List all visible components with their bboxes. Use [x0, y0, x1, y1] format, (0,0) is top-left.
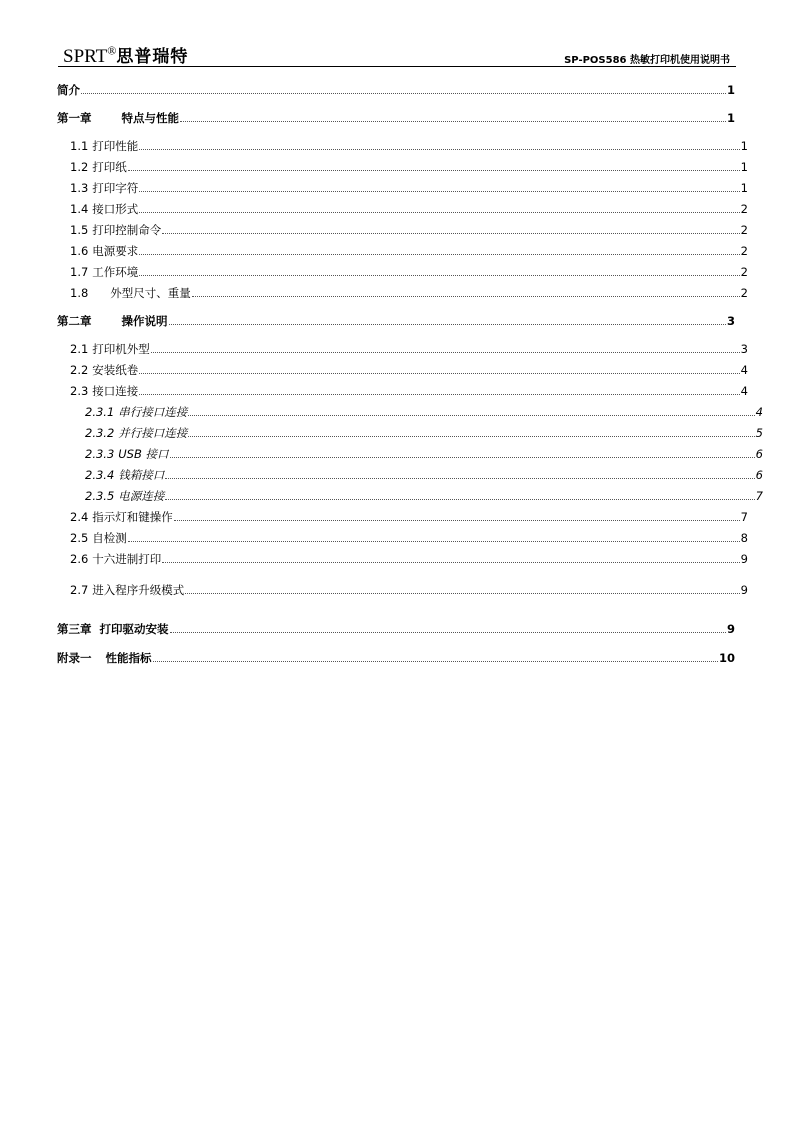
- toc-leader: [188, 436, 754, 437]
- toc-number: 2.7: [70, 583, 89, 597]
- toc-number: 2.3.1: [85, 405, 115, 419]
- toc-leader: [139, 254, 739, 255]
- toc-title: 打印字符: [92, 181, 139, 195]
- toc-leader: [170, 632, 726, 633]
- toc-leader: [139, 394, 739, 395]
- toc-title: 特点与性能: [121, 111, 179, 125]
- toc-leader: [165, 499, 754, 500]
- toc-title: 并行接口连接: [118, 426, 188, 440]
- toc-page: 10: [718, 651, 735, 665]
- toc-entry-1-3[interactable]: [57, 179, 748, 195]
- toc-page: 4: [755, 405, 763, 419]
- toc-entry-chapter-3[interactable]: [57, 620, 735, 636]
- toc-number: 2.4: [70, 510, 89, 524]
- toc-number: 附录一: [57, 651, 92, 665]
- toc-number: 1.3: [70, 181, 89, 195]
- toc-leader: [180, 121, 726, 122]
- toc-number: 2.3.5: [85, 489, 115, 503]
- toc-title: 打印纸: [92, 160, 127, 174]
- toc-entry-1-7[interactable]: [57, 263, 748, 279]
- toc-title: 自检测: [92, 531, 127, 545]
- brand-chinese: 思普瑞特: [116, 47, 189, 67]
- toc-entry-2-3-5[interactable]: [57, 487, 763, 503]
- toc-entry-2-3-2[interactable]: [57, 424, 763, 440]
- toc-title: 外型尺寸、重量: [110, 286, 191, 300]
- toc-page: 9: [740, 552, 748, 566]
- toc-entry-2-3-4[interactable]: [57, 466, 763, 482]
- toc-title: 工作环境: [92, 265, 139, 279]
- toc-title: 性能指标: [105, 651, 152, 665]
- toc-leader: [192, 296, 740, 297]
- toc-leader: [188, 415, 754, 416]
- toc-leader: [81, 93, 726, 94]
- toc-page: 6: [755, 468, 763, 482]
- toc-number: 1.5: [70, 223, 89, 237]
- toc-leader: [170, 457, 755, 458]
- toc-title: 进入程序升级模式: [92, 583, 185, 597]
- toc-number: 第三章: [57, 622, 92, 636]
- toc-number: 2.6: [70, 552, 89, 566]
- brand-logo: [63, 42, 188, 68]
- document-title: SP-POS586 热敏打印机使用说明书: [564, 55, 730, 66]
- toc-title: 操作说明: [121, 314, 168, 328]
- toc-title: 打印性能: [92, 139, 139, 153]
- toc-page: 6: [755, 447, 763, 461]
- toc-page: 4: [740, 363, 748, 377]
- toc-number: 2.3.2: [85, 426, 115, 440]
- toc-entry-2-5[interactable]: [57, 529, 748, 545]
- toc-leader: [174, 520, 740, 521]
- toc-title: 十六进制打印: [92, 552, 162, 566]
- toc-leader: [153, 661, 718, 662]
- toc-page: 2: [740, 223, 748, 237]
- toc-number: 1.2: [70, 160, 89, 174]
- brand-reg-mark: ®: [107, 43, 117, 58]
- toc-number: 1.4: [70, 202, 89, 216]
- toc-page: 4: [740, 384, 748, 398]
- toc-title: USB 接口: [118, 447, 169, 461]
- page-header: [58, 40, 736, 67]
- toc-page: 2: [740, 265, 748, 279]
- toc-page: 1: [740, 160, 748, 174]
- toc-title: 安装纸卷: [92, 363, 139, 377]
- toc-leader: [139, 275, 739, 276]
- toc-entry-1-5[interactable]: [57, 221, 748, 237]
- toc-leader: [139, 191, 739, 192]
- toc-page: 9: [726, 622, 735, 636]
- toc-title: 接口形式: [92, 202, 139, 216]
- toc-entry-2-4[interactable]: [57, 508, 748, 524]
- toc-leader: [165, 478, 754, 479]
- toc-entry-1-6[interactable]: [57, 242, 748, 258]
- toc-number: 1.8: [70, 286, 89, 300]
- toc-entry-intro[interactable]: [57, 81, 735, 97]
- toc-entry-chapter-1[interactable]: [57, 109, 735, 125]
- toc-entry-2-6[interactable]: [57, 550, 748, 566]
- toc-page: 7: [740, 510, 748, 524]
- toc-page: 9: [740, 583, 748, 597]
- toc-entry-1-4[interactable]: [57, 200, 748, 216]
- toc-entry-chapter-2[interactable]: [57, 312, 735, 328]
- toc-leader: [128, 541, 740, 542]
- toc-page: 3: [726, 314, 735, 328]
- toc-number: 2.3.4: [85, 468, 115, 482]
- toc-entry-2-7[interactable]: [57, 581, 748, 597]
- toc-title: 打印机外型: [92, 342, 150, 356]
- toc-number: 2.5: [70, 531, 89, 545]
- toc-title: 打印驱动安装: [99, 622, 169, 636]
- toc-number: 第二章: [57, 314, 92, 328]
- toc-number: 2.3.3: [85, 447, 115, 461]
- toc-title: 指示灯和键操作: [92, 510, 173, 524]
- toc-entry-appendix-1[interactable]: [57, 649, 735, 665]
- toc-entry-2-3-1[interactable]: [57, 403, 763, 419]
- toc-entry-1-2[interactable]: [57, 158, 748, 174]
- toc-page: 3: [740, 342, 748, 356]
- toc-page: 2: [740, 286, 748, 300]
- toc-leader: [162, 562, 739, 563]
- toc-leader: [139, 373, 739, 374]
- toc-leader: [128, 170, 740, 171]
- toc-page: 1: [740, 139, 748, 153]
- toc-entry-1-1[interactable]: [57, 137, 748, 153]
- toc-number: 2.3: [70, 384, 89, 398]
- toc-entry-2-3-3[interactable]: [57, 445, 763, 461]
- toc-entry-2-2[interactable]: [57, 361, 748, 377]
- brand-latin: SPRT: [63, 46, 108, 67]
- toc-entry-2-1[interactable]: [57, 340, 748, 356]
- toc-title: 接口连接: [92, 384, 139, 398]
- toc-title: 串行接口连接: [118, 405, 188, 419]
- toc-title: 钱箱接口: [118, 468, 165, 482]
- toc-leader: [162, 233, 739, 234]
- toc-title: 电源连接: [118, 489, 165, 503]
- toc-leader: [151, 352, 740, 353]
- toc-number: 1.1: [70, 139, 89, 153]
- toc-number: 第一章: [57, 111, 92, 125]
- toc-title: 电源要求: [92, 244, 139, 258]
- toc-page: 1: [726, 111, 735, 125]
- toc-title: 简介: [57, 83, 80, 97]
- toc-entry-1-8[interactable]: [57, 284, 748, 300]
- toc-page: 2: [740, 202, 748, 216]
- toc-page: 7: [755, 489, 763, 503]
- toc-page: 5: [755, 426, 763, 440]
- toc-title: 打印控制命令: [92, 223, 162, 237]
- toc-leader: [139, 212, 739, 213]
- toc-number: 2.1: [70, 342, 89, 356]
- toc-page: 1: [740, 181, 748, 195]
- toc-leader: [169, 324, 726, 325]
- toc-number: 1.7: [70, 265, 89, 279]
- toc-page: 1: [726, 83, 735, 97]
- toc-number: 2.2: [70, 363, 89, 377]
- toc-number: 1.6: [70, 244, 89, 258]
- toc-page: 8: [740, 531, 748, 545]
- toc-entry-2-3[interactable]: [57, 382, 748, 398]
- toc-page: 2: [740, 244, 748, 258]
- toc-leader: [185, 593, 739, 594]
- toc-leader: [139, 149, 739, 150]
